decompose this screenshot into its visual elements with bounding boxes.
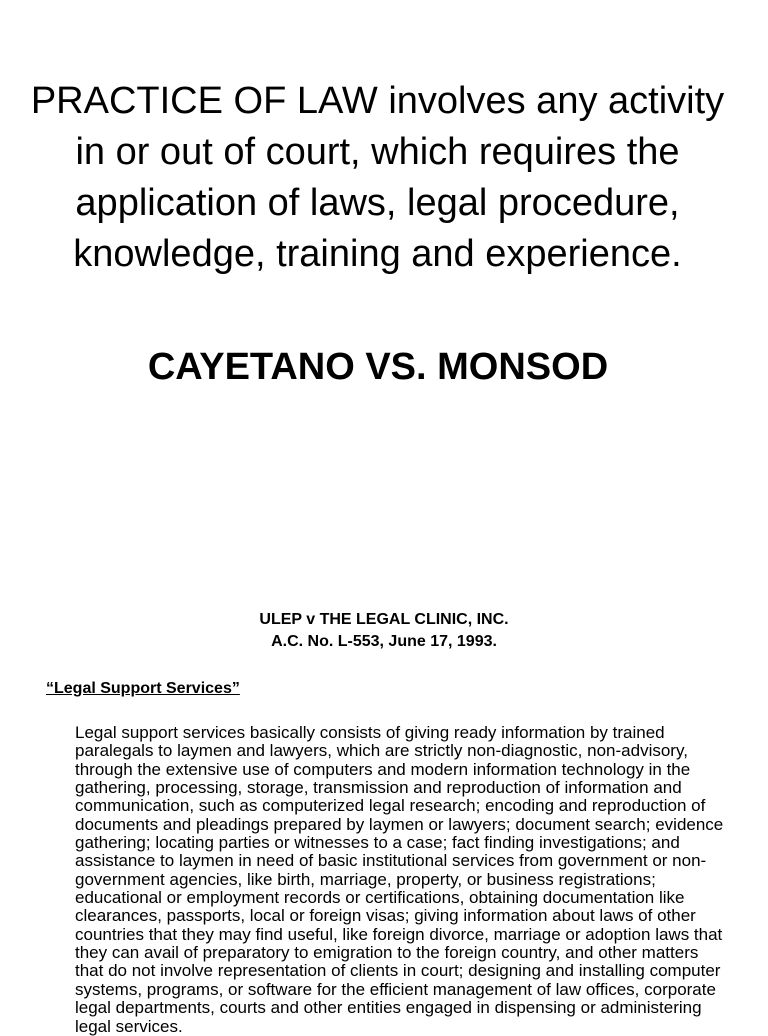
case-heading: CAYETANO VS. MONSOD xyxy=(147,346,609,388)
case-citation xyxy=(0,609,768,653)
section-body-paragraph: Legal support services basically consists of giving ready information by trained paralegals to laymen and lawyers, which are strictly non-diagnostic, non-advisory, through the extensive use of computers and modern information technology in the gathering, processing, storage, transmission and reproduction of information and communication, such as computerized legal research; encoding and reproduction of documents and pleadings prepared by laymen or lawyers; document search; evidence gathering; locating parties or witnesses to a case; fact finding investigations; and assistance to laymen in need of basic institutional services from government or non-government agencies, like birth, marriage, property, or business registrations; educational or employment records or certifications, obtaining documentation like clearances, passports, local or foreign visas; giving information about laws of other countries that they may find useful, like foreign divorce, marriage or adoption laws that they can avail of preparatory to emigration to the foreign country, and other matters that do not involve representation of clients in court; designing and installing computer systems, programs, or software for the efficient management of law offices, corporate legal departments, courts and other entities engaged in dispensing or administering legal services. xyxy=(75,723,724,1036)
section-heading: “Legal Support Services” xyxy=(46,680,240,697)
slide-title: PRACTICE OF LAW involves any activity in or out of court, which requires the application of laws, legal procedure, knowledge, training and experience. xyxy=(30,80,725,275)
case-title: ULEP v THE LEGAL CLINIC, INC. xyxy=(259,611,509,628)
case-number: A.C. No. L-553, June 17, 1993. xyxy=(271,633,497,650)
